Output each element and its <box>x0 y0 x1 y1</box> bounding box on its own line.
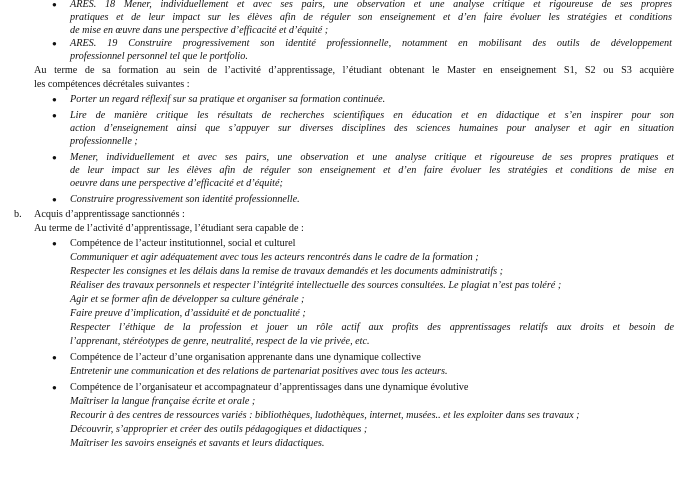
competence-2-line-3: professionnelle ; <box>70 136 138 147</box>
bullet-icon: ● <box>52 111 57 120</box>
acquis-1-item-4: Agir et se former afin de développer sa culture générale ; <box>70 294 305 305</box>
acquis-1-item-7: l’apprenant, stéréotypes de genre, neutralité, respect de la vie privée, etc. <box>70 336 370 347</box>
acquis-3-item-4: Maîtriser les savoirs enseignés et savants et leurs didactiques. <box>70 438 325 449</box>
competence-2-line-1: Lire de manière critique les résultats de recherches scientifiques en éducation et en didactique et s’en inspirer pour son <box>70 110 674 121</box>
bullet-icon: ● <box>52 39 57 48</box>
acquis-1-item-3: Réaliser des travaux personnels et respecter l’intégrité intellectuelle des sources consultées. Le plagiat n’est pas toléré ; <box>70 280 562 291</box>
bullet-icon: ● <box>52 153 57 162</box>
ares-18-line-1: ARES. 18 Mener, individuellement et avec ses pairs, une observation et une analyse critique et rigoureuse de ses propres <box>70 0 672 10</box>
bullet-icon: ● <box>52 239 57 248</box>
acquis-heading-1: Compétence de l’acteur institutionnel, social et culturel <box>70 238 296 249</box>
acquis-1-item-5: Faire preuve d’implication, d’assiduité et de ponctualité ; <box>70 308 306 319</box>
bullet-icon: ● <box>52 0 57 9</box>
section-b-label: b. <box>14 209 22 220</box>
acquis-1-item-2: Respecter les consignes et les délais dans la remise de travaux demandés et les documents administratifs ; <box>70 266 504 277</box>
acquis-3-item-2: Recourir à des centres de ressources variés : bibliothèques, ludothèques, internet, musées.. et les exploiter dans ses travaux ; <box>70 410 580 421</box>
acquis-3-item-1: Maîtriser la langue française écrite et orale ; <box>70 396 256 407</box>
bullet-icon: ● <box>52 383 57 392</box>
competence-3-line-2: de leur impact sur les élèves afin de réguler son enseignement et d’en faire évoluer les stratégies et conditions de mise en <box>70 165 674 176</box>
acquis-1-item-6: Respecter l’éthique de la profession et jouer un rôle actif aux profits des apprentissages relatifs aux droits et besoin de <box>70 322 674 333</box>
acquis-heading-3: Compétence de l’organisateur et accompagnateur d’apprentissages dans une dynamique évolutive <box>70 382 469 393</box>
intro-line-1: Au terme de sa formation au sein de l’activité d’apprentissage, l’étudiant obtenant le Master en enseignement S1, S2 ou S3 acquière <box>34 65 674 76</box>
intro-line-2: les compétences décrétales suivantes : <box>34 79 190 90</box>
competence-1: Porter un regard réflexif sur sa pratique et organiser sa formation continuée. <box>70 94 386 105</box>
competence-2-line-2: action d’enseignement ainsi que s’appuyer sur diverses disciplines des sciences humaines pour analyser et agir en situation <box>70 123 674 134</box>
acquis-2-item-1: Entretenir une communication et des relations de partenariat positives avec tous les acteurs. <box>70 366 448 377</box>
bullet-icon: ● <box>52 353 57 362</box>
ares-18-line-3: de mise en œuvre dans une perspective d’efficacité et d’équité ; <box>70 25 329 36</box>
competence-3-line-3: oeuvre dans une perspective d’efficacité et d’équité; <box>70 178 283 189</box>
acquis-1-item-1: Communiquer et agir adéquatement avec tous les acteurs rencontrés dans le cadre de la formation ; <box>70 252 479 263</box>
ares-19-line-2: professionnel personnel tel que le portfolio. <box>70 51 248 62</box>
acquis-heading-2: Compétence de l’acteur d’une organisation apprenante dans une dynamique collective <box>70 352 421 363</box>
bullet-icon: ● <box>52 95 57 104</box>
bullet-icon: ● <box>52 195 57 204</box>
acquis-3-item-3: Découvrir, s’approprier et créer des outils pédagogiques et didactiques ; <box>70 424 368 435</box>
section-b-intro: Au terme de l’activité d’apprentissage, l’étudiant sera capable de : <box>34 223 304 234</box>
competence-4: Construire progressivement son identité professionnelle. <box>70 194 300 205</box>
section-b-title: Acquis d’apprentissage sanctionnés : <box>34 209 185 220</box>
competence-3-line-1: Mener, individuellement et avec ses pairs, une observation et une analyse critique et rigoureuse de ses propres pratiques et <box>70 152 674 163</box>
ares-19-line-1: ARES. 19 Construire progressivement son identité professionnelle, notamment en mobilisant des outils de développement <box>70 38 672 49</box>
ares-18-line-2: pratiques et de leur impact sur les élèves afin de réguler son enseignement et d’en faire évoluer les stratégies et conditions <box>70 12 672 23</box>
